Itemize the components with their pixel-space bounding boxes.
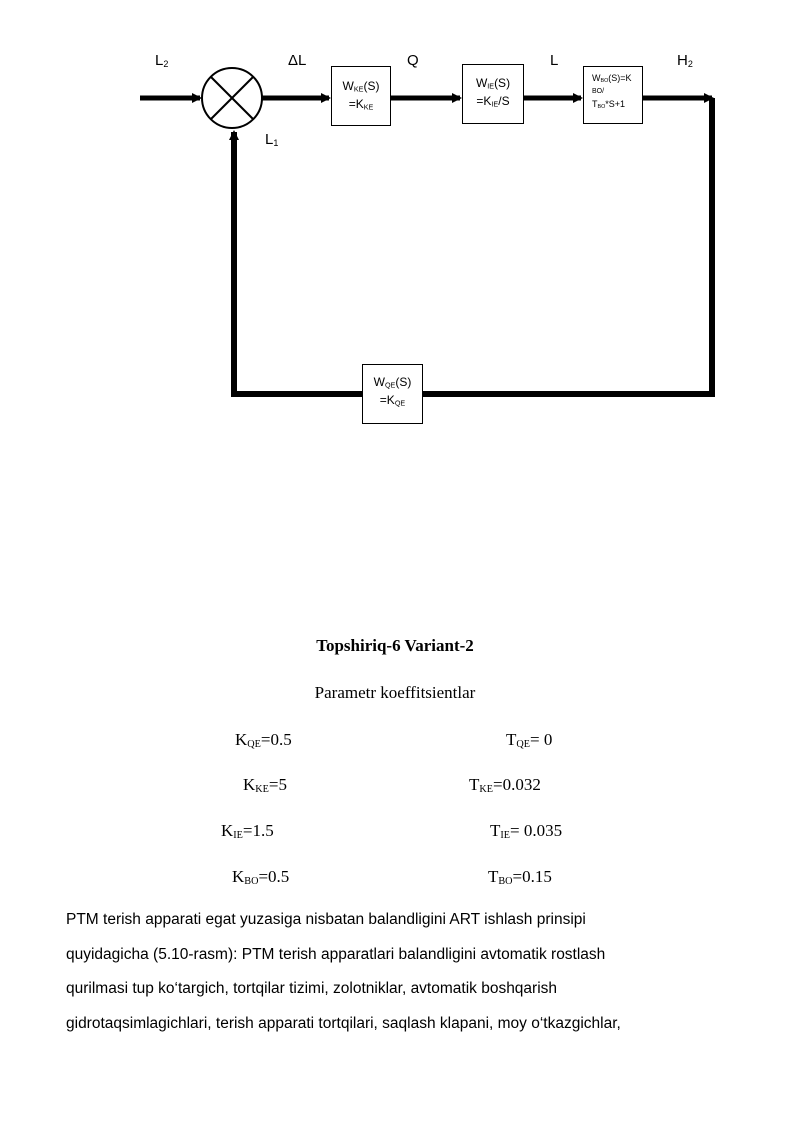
param-tie: $T_{IE}= 0.035$ bbox=[490, 821, 563, 842]
block-bo: $W_{BO}(S)=K$ BO/ $T_{BO}*S+1$ bbox=[583, 66, 643, 124]
body-paragraph bbox=[66, 903, 746, 1041]
paragraph-line: gidrotaqsimlagichlari, terish apparati tortqilari, saqlash klapani, moy o‘tkazgichlar, bbox=[66, 1014, 621, 1032]
task-title: Topshiriq-6 Variant-2 bbox=[316, 636, 474, 655]
task-subtitle: Parametr koeffitsientlar bbox=[314, 683, 476, 702]
feedback-path-left bbox=[234, 132, 362, 394]
block-qe: $W_{QE}(S)$ $=K_{QE}$ bbox=[362, 364, 423, 424]
label-h2: $H_2$ bbox=[677, 52, 693, 69]
param-tke: $T_{KE}=0.032$ bbox=[469, 775, 541, 796]
label-q: Q bbox=[407, 52, 419, 69]
param-tbo: $T_{BO}=0.15$ bbox=[488, 867, 552, 888]
block-ie: $W_{IE}(S)$ $=K_{IE}/S$ bbox=[462, 64, 524, 124]
param-kke: $K_{KE}=5$ bbox=[243, 775, 287, 796]
paragraph-line: qurilmasi tup ko‘targich, tortqilar tizimi, zolotniklar, avtomatik boshqarish bbox=[66, 980, 558, 997]
label-l2: $L_2$ bbox=[155, 52, 169, 69]
param-kie: $K_{IE}=1.5$ bbox=[221, 821, 274, 842]
block-ke: $W_{KE}(S)$ $=K_{KE}$ bbox=[331, 66, 391, 126]
paragraph-line: PTM terish apparati egat yuzasiga nisbatan balandligini ART ishlash prinsipi bbox=[66, 911, 586, 928]
param-tqe: $T_{QE}= 0$ bbox=[506, 730, 553, 751]
param-kqe: $K_{QE}=0.5$ bbox=[235, 730, 292, 751]
label-l1: $L_1$ bbox=[265, 131, 279, 148]
summing-junction bbox=[202, 68, 262, 128]
label-delta-l: ΔL bbox=[288, 52, 307, 69]
paragraph-line: quyidagicha (5.10-rasm): PTM terish apparatlari balandligini avtomatik rostlash bbox=[66, 945, 606, 963]
param-kbo: $K_{BO}=0.5$ bbox=[232, 867, 290, 888]
feedback-path-right bbox=[423, 98, 712, 394]
label-l: L bbox=[550, 52, 559, 69]
